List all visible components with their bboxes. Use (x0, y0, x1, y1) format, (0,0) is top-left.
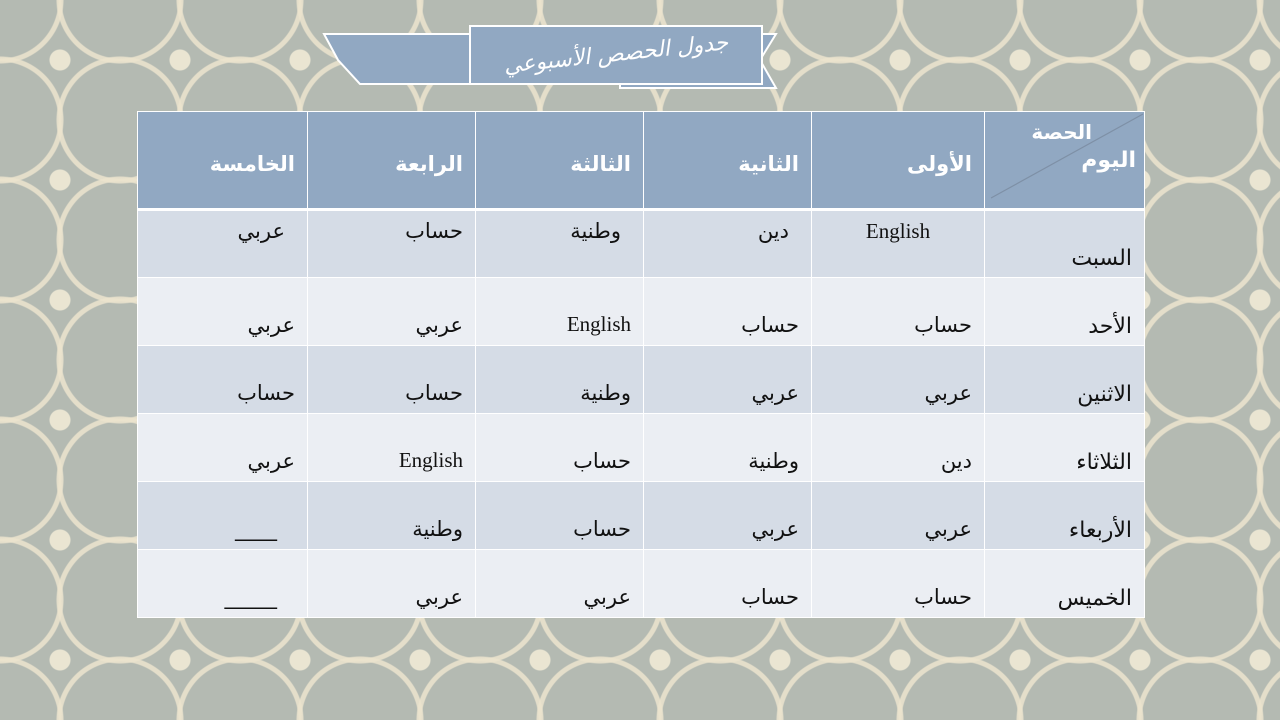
subject-cell: حساب (308, 210, 476, 278)
table-row (138, 414, 1145, 482)
table-row (138, 550, 1145, 618)
subject-cell: English (308, 414, 476, 482)
day-cell: السبت (985, 210, 1145, 278)
period-corner-label: الحصة (1031, 120, 1092, 144)
subject-cell: عربي (308, 550, 476, 618)
subject-cell: حساب (138, 346, 308, 414)
subject-cell: عربي (812, 482, 985, 550)
subject-cell: عربي (138, 278, 308, 346)
day-cell: الخميس (985, 550, 1145, 618)
table-row (138, 346, 1145, 414)
subject-cell: وطنية (644, 414, 812, 482)
subject-cell: English (476, 278, 644, 346)
empty-period-cell: _____ (138, 550, 308, 618)
subject-cell: وطنية (308, 482, 476, 550)
subject-cell: وطنية (476, 210, 644, 278)
subject-cell: حساب (812, 550, 985, 618)
period-header: الخامسة (138, 112, 308, 210)
subject-cell: حساب (308, 346, 476, 414)
subject-cell: عربي (476, 550, 644, 618)
day-cell: الأربعاء (985, 482, 1145, 550)
subject-cell: دين (812, 414, 985, 482)
header-row (138, 112, 1145, 210)
subject-cell: وطنية (476, 346, 644, 414)
subject-cell: حساب (476, 482, 644, 550)
subject-cell: عربي (644, 482, 812, 550)
empty-period-cell: ____ (138, 482, 308, 550)
subject-cell: عربي (812, 346, 985, 414)
period-header: الثانية (644, 112, 812, 210)
subject-cell: حساب (644, 550, 812, 618)
subject-cell: دين (644, 210, 812, 278)
table-row (138, 278, 1145, 346)
day-corner-label: اليوم (1081, 148, 1136, 173)
corner-header-cell (985, 112, 1145, 210)
subject-cell: عربي (644, 346, 812, 414)
subject-cell: عربي (308, 278, 476, 346)
subject-cell: عربي (138, 414, 308, 482)
table-row (138, 482, 1145, 550)
day-cell: الأحد (985, 278, 1145, 346)
period-header: الأولى (812, 112, 985, 210)
subject-cell: English (812, 210, 985, 278)
subject-cell: عربي (138, 210, 308, 278)
subject-cell: حساب (476, 414, 644, 482)
table-row (138, 210, 1145, 278)
subject-cell: حساب (812, 278, 985, 346)
day-cell: الاثنين (985, 346, 1145, 414)
subject-cell: حساب (644, 278, 812, 346)
day-cell: الثلاثاء (985, 414, 1145, 482)
period-header: الرابعة (308, 112, 476, 210)
weekly-schedule-table (137, 111, 1145, 618)
period-header: الثالثة (476, 112, 644, 210)
page-title: جدول الحصص الأسبوعي (502, 29, 730, 79)
